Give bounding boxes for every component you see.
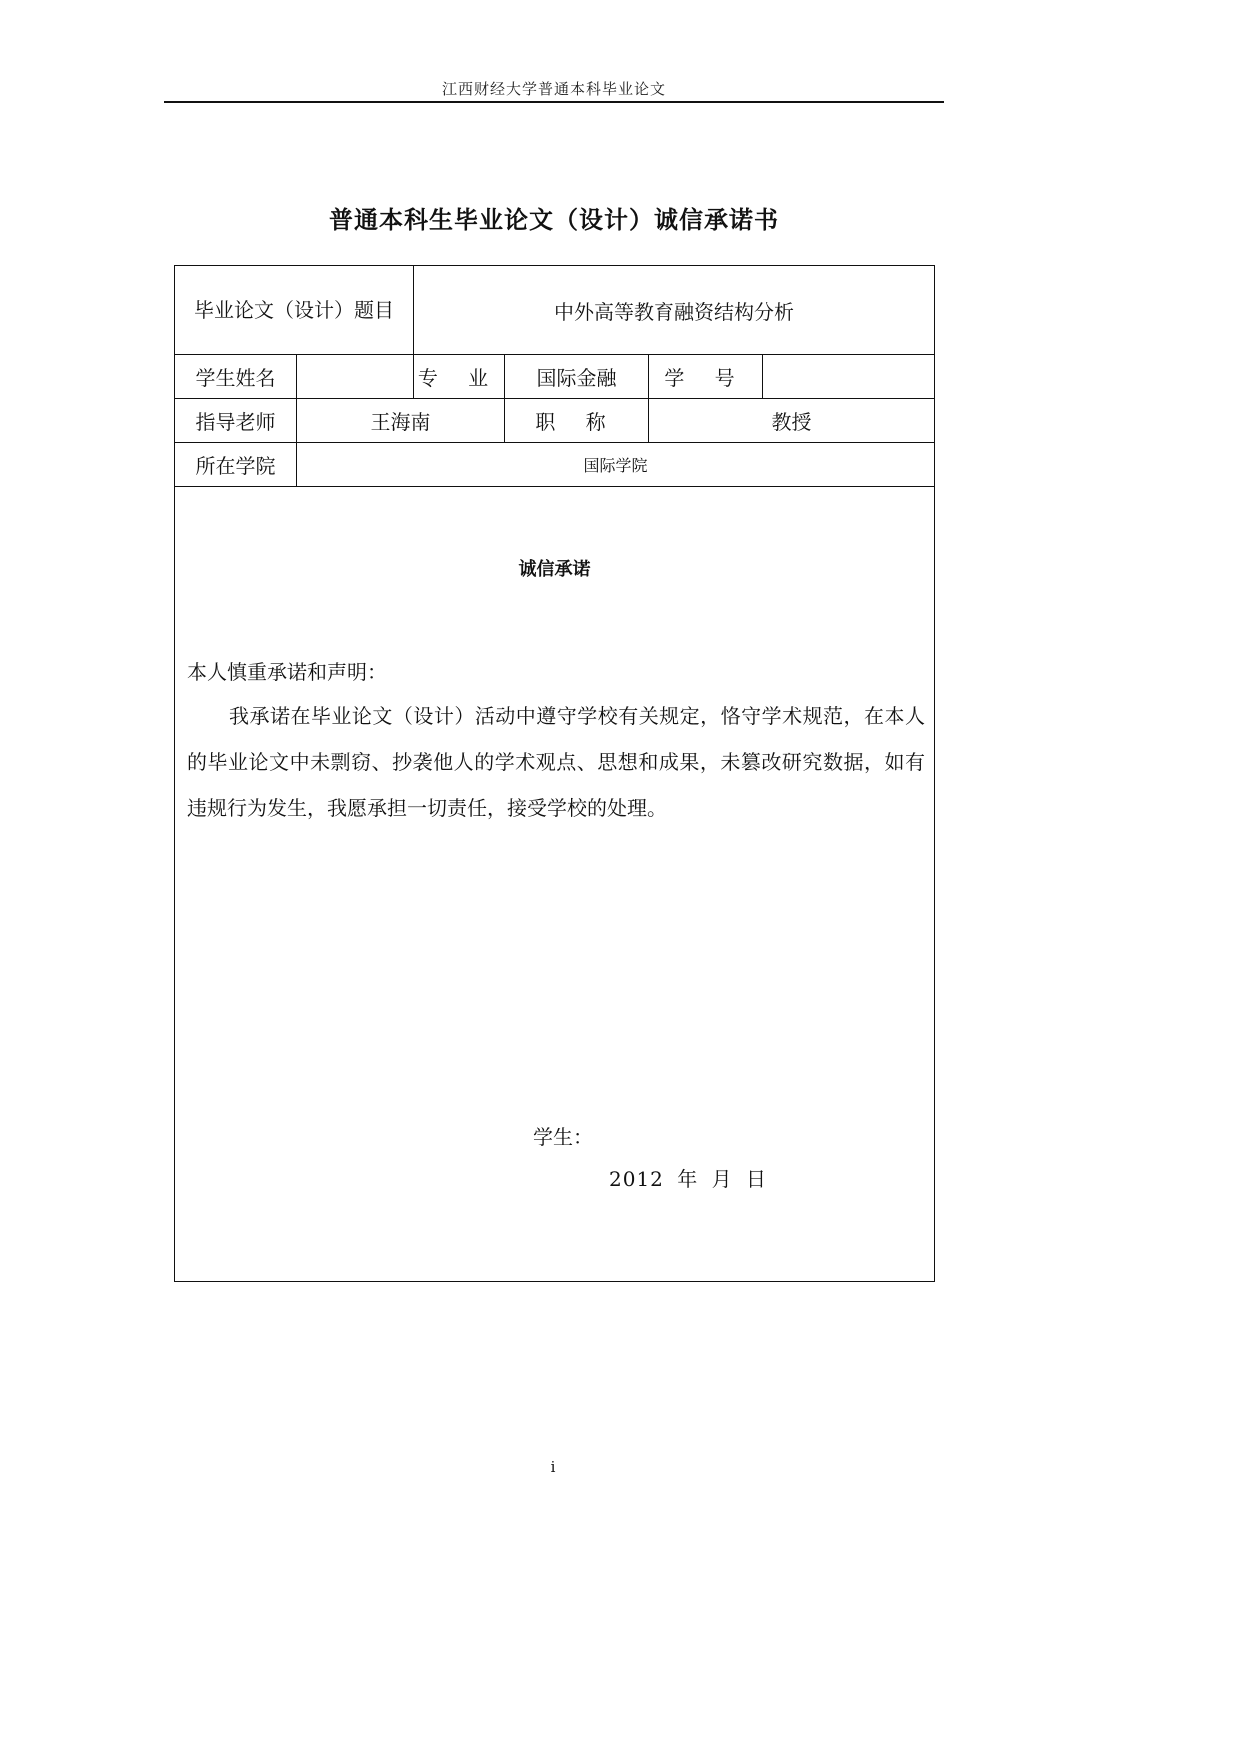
advisor-row: [175, 399, 935, 443]
pledge-body: 我承诺在毕业论文（设计）活动中遵守学校有关规定，恪守学术规范，在本人的毕业论文中未剽窃、抄袭他人的学术观点、思想和成果，未篡改研究数据，如有违规行为发生，我愿承担一切责任，接受学校的处理。: [187, 704, 925, 820]
college-label: 所在学院: [175, 443, 297, 487]
student-id-value: [763, 355, 935, 399]
running-header: 江西财经大学普通本科毕业论文: [441, 80, 666, 98]
student-name-value: [297, 355, 414, 399]
advisor-value: 王海南: [297, 399, 505, 443]
pledge-intro: 本人慎重承诺和声明：: [187, 660, 387, 684]
thesis-title-label: 毕业论文（设计）题目: [175, 266, 414, 355]
pledge-section: [175, 487, 935, 1282]
rank-label: 职 称: [505, 399, 649, 443]
thesis-title-row: [175, 266, 935, 355]
student-info-row: [175, 355, 935, 399]
page-number: i: [550, 1458, 556, 1476]
major-value: 国际金融: [505, 355, 649, 399]
college-row: [175, 443, 935, 487]
major-label: 专 业: [414, 355, 505, 399]
pledge-heading: 诚信承诺: [518, 559, 591, 580]
signature-date: 2012 年 月 日: [609, 1167, 767, 1191]
college-value: 国际学院: [297, 443, 935, 487]
thesis-title-value: 中外高等教育融资结构分析: [414, 266, 935, 355]
pledge-form-table: [174, 265, 935, 1282]
header-rule: [164, 101, 944, 103]
student-id-label: 学 号: [649, 355, 763, 399]
rank-value: 教授: [649, 399, 935, 443]
student-name-label: 学生姓名: [175, 355, 297, 399]
advisor-label: 指导老师: [175, 399, 297, 443]
page-title: 普通本科生毕业论文（设计）诚信承诺书: [329, 206, 779, 234]
signature-label: 学生：: [533, 1125, 593, 1149]
pledge-row: [175, 487, 935, 1282]
